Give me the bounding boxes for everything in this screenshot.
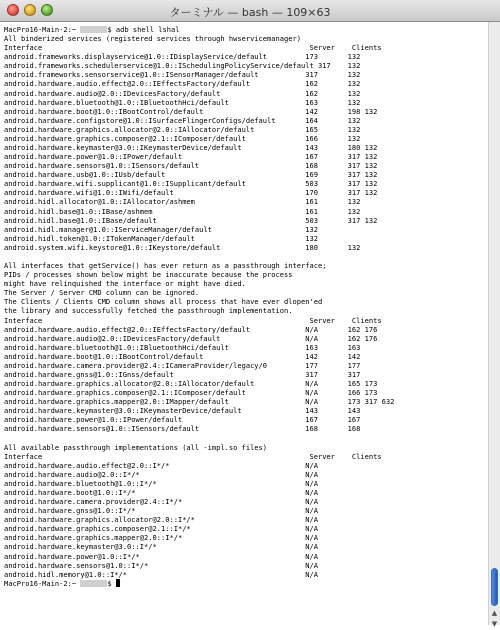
- redacted-username: [80, 26, 107, 33]
- output-line: android.hardware.boot@1.0::IBootControl/default 142 198 132: [4, 106, 378, 116]
- output-line: android.hardware.graphics.allocator@2.0::IAllocator/default 165 132: [4, 124, 361, 134]
- output-line: android.hardware.audio@2.0::IDevicesFactory/default 162 132: [4, 88, 361, 98]
- redacted-username: [80, 580, 107, 587]
- output-line: android.hardware.sensors@1.0::I*/* N/A: [4, 560, 318, 570]
- output-line: android.frameworks.displayservice@1.0::IDisplayService/default 173 132: [4, 52, 361, 62]
- output-line: android.hardware.bluetooth@1.0::I*/* N/A: [4, 478, 318, 488]
- output-line: android.hardware.gnss@1.0::I*/* N/A: [4, 506, 318, 516]
- output-line: PIDs / processes shown below might be inaccurate because the process: [4, 270, 293, 280]
- output-line: The Clients / Clients CMD column shows all process that have ever dlopen'ed: [4, 297, 323, 307]
- output-line: android.hardware.boot@1.0::IBootControl/default 142 142: [4, 351, 361, 361]
- output-line: android.system.wifi.keystore@1.0::IKeystore/default 180 132: [4, 242, 361, 252]
- output-line: android.hardware.bluetooth@1.0::IBluetoothHci/default 163 163: [4, 342, 361, 352]
- output-line: [4, 252, 488, 261]
- output-line: android.hidl.manager@1.0::IServiceManager/default 132: [4, 224, 318, 234]
- output-line: All binderized services (registered services through hwservicemanager): [4, 34, 301, 44]
- prompt-host: MacPro16-Main-2:~: [4, 25, 77, 34]
- output-line: android.hardware.power@1.0::IPower/default 167 317 132: [4, 152, 378, 162]
- output-line: android.hardware.audio.effect@2.0::I*/* N/A: [4, 460, 318, 470]
- scrollbar-thumb[interactable]: [491, 568, 498, 606]
- vertical-scrollbar[interactable]: [488, 22, 500, 628]
- output-lines: [4, 34, 488, 579]
- output-line: android.hardware.graphics.allocator@2.0::I*/* N/A: [4, 515, 318, 525]
- prompt-command: adb shell lshal: [115, 25, 180, 34]
- output-line: All available passthrough implementations (all -impl.so files): [4, 442, 268, 452]
- output-line: android.hardware.graphics.mapper@2.0::IMapper/default N/A 173 317 632: [4, 397, 395, 407]
- output-line: The Server / Server CMD column can be ignored.: [4, 288, 200, 298]
- output-line: Interface Server Clients: [4, 451, 382, 461]
- output-line: android.hardware.graphics.mapper@2.0::I*/* N/A: [4, 533, 318, 543]
- output-line: android.frameworks.schedulerservice@1.0::ISchedulingPolicyService/default 317 132: [4, 61, 361, 71]
- output-line: android.hardware.power@1.0::I*/* N/A: [4, 551, 318, 561]
- output-line: Interface Server Clients: [4, 43, 382, 53]
- output-line: android.hardware.graphics.composer@2.1::IComposer/default 166 132: [4, 133, 361, 143]
- window-titlebar[interactable]: [0, 0, 500, 22]
- output-line: android.hidl.memory@1.0::I*/* N/A: [4, 569, 318, 579]
- output-line: the library and successfully fetched the passthrough implementation.: [4, 306, 293, 316]
- output-line: android.hardware.keymaster@3.0::I*/* N/A: [4, 542, 318, 552]
- output-line: android.hidl.base@1.0::IBase/ashmem 161 132: [4, 206, 361, 216]
- prompt-line: MacPro16-Main-2:~ $ adb shell lshal: [4, 25, 180, 34]
- output-line: android.hardware.gnss@1.0::IGnss/default 317 317: [4, 369, 361, 379]
- output-line: android.hardware.camera.provider@2.4::ICameraProvider/legacy/0 177 177: [4, 360, 361, 370]
- output-line: android.hardware.wifi@1.0::IWifi/default 170 317 132: [4, 188, 378, 198]
- output-line: android.hardware.power@1.0::IPower/default 167 167: [4, 415, 361, 425]
- window-title: ターミナル — bash — 109×63: [169, 6, 331, 19]
- output-line: android.hardware.boot@1.0::I*/* N/A: [4, 487, 318, 497]
- output-line: android.hardware.audio@2.0::I*/* N/A: [4, 469, 318, 479]
- output-line: android.hardware.graphics.composer@2.1::I*/* N/A: [4, 524, 318, 534]
- output-line: android.hidl.base@1.0::IBase/default 503 317 132: [4, 215, 378, 225]
- text-cursor: [116, 579, 120, 587]
- output-line: android.hardware.keymaster@3.0::IKeymasterDevice/default 143 180 132: [4, 143, 378, 153]
- output-line: Interface Server Clients: [4, 315, 382, 325]
- output-line: [4, 434, 488, 443]
- output-line: android.hardware.audio.effect@2.0::IEffectsFactory/default N/A 162 176: [4, 324, 378, 334]
- output-line: android.hardware.bluetooth@1.0::IBluetoothHci/default 163 132: [4, 97, 361, 107]
- output-line: android.hardware.usb@1.0::IUsb/default 169 317 132: [4, 170, 378, 180]
- output-line: android.hardware.graphics.allocator@2.0::IAllocator/default N/A 165 173: [4, 379, 378, 389]
- prompt-line-current[interactable]: MacPro16-Main-2:~ $: [4, 579, 488, 588]
- terminal-output[interactable]: [0, 22, 488, 625]
- output-line: android.hardware.keymaster@3.0::IKeymasterDevice/default 143 143: [4, 406, 361, 416]
- output-line: android.hardware.audio.effect@2.0::IEffectsFactory/default 162 132: [4, 79, 361, 89]
- output-line: android.hardware.camera.provider@2.4::I*/* N/A: [4, 497, 318, 507]
- output-line: android.hardware.configstore@1.0::ISurfaceFlingerConfigs/default 164 132: [4, 115, 361, 125]
- output-line: android.hardware.graphics.composer@2.1::IComposer/default N/A 166 173: [4, 388, 378, 398]
- output-line: android.hidl.token@1.0::ITokenManager/default 132: [4, 233, 318, 243]
- output-line: android.hardware.wifi.supplicant@1.0::ISupplicant/default 503 317 132: [4, 179, 378, 189]
- output-line: android.hardware.audio@2.0::IDevicesFactory/default N/A 162 176: [4, 333, 378, 343]
- output-line: android.hardware.sensors@1.0::ISensors/default 168 168: [4, 424, 361, 434]
- output-line: might have relinquished the interface or might have died.: [4, 279, 246, 289]
- output-line: All interfaces that getService() has ever return as a passthrough interface;: [4, 261, 327, 271]
- scroll-down-icon[interactable]: ▼: [491, 620, 498, 628]
- output-line: android.hidl.allocator@1.0::IAllocator/ashmem 161 132: [4, 197, 361, 207]
- scroll-up-icon[interactable]: ▲: [491, 609, 498, 617]
- prompt-host: MacPro16-Main-2:~: [4, 578, 77, 588]
- output-line: android.frameworks.sensorservice@1.0::ISensorManager/default 317 132: [4, 70, 361, 80]
- output-line: android.hardware.sensors@1.0::ISensors/default 168 317 132: [4, 161, 378, 171]
